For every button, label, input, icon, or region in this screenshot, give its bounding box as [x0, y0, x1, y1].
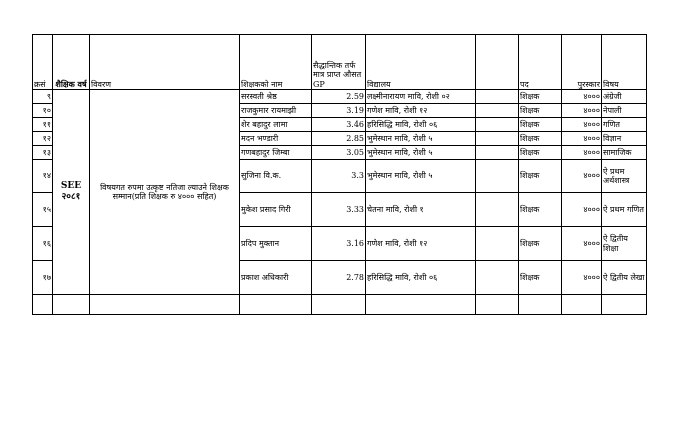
cell-post: शिक्षक — [519, 104, 562, 118]
header-award: पुरस्कार — [562, 35, 602, 90]
cell-award: ४००० — [562, 104, 602, 118]
cell-sn: १७ — [33, 261, 53, 295]
cell-post: शिक्षक — [519, 227, 562, 261]
cell-subject: ऐ प्रथम गणित — [602, 193, 647, 227]
header-post: पद — [519, 35, 562, 90]
header-year: शैक्षिक वर्ष — [53, 35, 90, 90]
header-row — [33, 35, 647, 90]
header-sn: क्रसं — [33, 35, 53, 90]
header-gp: सैद्धान्तिक तर्फ मात्र प्राप्त औसत GP — [312, 35, 366, 90]
cell-sn: १४ — [33, 160, 53, 193]
header-description: विवरण — [90, 35, 240, 90]
cell-subject: नेपाली — [602, 104, 647, 118]
cell-post: शिक्षक — [519, 118, 562, 132]
cell-post: शिक्षक — [519, 90, 562, 104]
cell-gp: 3.46 — [312, 118, 366, 132]
cell-teacher: सुजिना वि.क. — [240, 160, 312, 193]
cell-sn: १५ — [33, 193, 53, 227]
cell-teacher: प्रकाश अधिकारी — [240, 261, 312, 295]
cell-gp: 3.3 — [312, 160, 366, 193]
empty-cell — [519, 295, 562, 315]
cell-award: ४००० — [562, 132, 602, 146]
cell-award: ४००० — [562, 146, 602, 160]
cell-sn: १६ — [33, 227, 53, 261]
cell-blank — [476, 132, 519, 146]
cell-blank — [476, 227, 519, 261]
cell-subject: ऐ प्रथम अर्थशास्त्र — [602, 160, 647, 193]
year-cell — [53, 90, 90, 295]
cell-subject: सामाजिक — [602, 146, 647, 160]
empty-cell — [366, 295, 476, 315]
cell-gp: 3.19 — [312, 104, 366, 118]
teacher-award-table — [32, 34, 647, 315]
cell-gp: 2.85 — [312, 132, 366, 146]
cell-award: ४००० — [562, 193, 602, 227]
header-teacher: शिक्षकको नाम — [240, 35, 312, 90]
cell-school: लक्ष्मीनारायण मावि, रोशी ०२ — [366, 90, 476, 104]
cell-school: चेतना मावि, रोशी १ — [366, 193, 476, 227]
table-row — [33, 90, 647, 104]
cell-sn: ११ — [33, 118, 53, 132]
cell-teacher: सरस्वती श्रेष्ठ — [240, 90, 312, 104]
cell-post: शिक्षक — [519, 193, 562, 227]
cell-school: भुमेस्थान मावि, रोशी ५ — [366, 146, 476, 160]
cell-award: ४००० — [562, 227, 602, 261]
cell-blank — [476, 261, 519, 295]
cell-subject: विज्ञान — [602, 132, 647, 146]
cell-sn: १० — [33, 104, 53, 118]
cell-blank — [476, 90, 519, 104]
empty-cell — [240, 295, 312, 315]
cell-school: गणेश मावि, रोशी १२ — [366, 104, 476, 118]
empty-cell — [90, 295, 240, 315]
cell-teacher: मदन भण्डारी — [240, 132, 312, 146]
cell-subject: ऐ द्वितीय शिक्षा — [602, 227, 647, 261]
cell-school: भुमेस्थान मावि, रोशी ५ — [366, 160, 476, 193]
cell-teacher: मुकेश प्रसाद गिरी — [240, 193, 312, 227]
empty-row — [33, 295, 647, 315]
cell-post: शिक्षक — [519, 146, 562, 160]
empty-cell — [53, 295, 90, 315]
year-line-2: २०८१ — [61, 192, 81, 202]
header-blank — [476, 35, 519, 90]
empty-cell — [562, 295, 602, 315]
header-subject: विषय — [602, 35, 647, 90]
cell-gp: 3.33 — [312, 193, 366, 227]
cell-teacher: गणबहादुर जिम्बा — [240, 146, 312, 160]
cell-sn: १३ — [33, 146, 53, 160]
cell-blank — [476, 193, 519, 227]
empty-cell — [33, 295, 53, 315]
cell-subject: अंग्रेजी — [602, 90, 647, 104]
cell-teacher: राजकुमार रायमाझी — [240, 104, 312, 118]
empty-cell — [602, 295, 647, 315]
cell-teacher: प्रदिप मुक्तान — [240, 227, 312, 261]
cell-blank — [476, 146, 519, 160]
empty-cell — [312, 295, 366, 315]
cell-blank — [476, 118, 519, 132]
cell-post: शिक्षक — [519, 160, 562, 193]
cell-teacher: शेर बहादुर लामा — [240, 118, 312, 132]
cell-post: शिक्षक — [519, 132, 562, 146]
cell-school: भुमेस्थान मावि, रोशी ५ — [366, 132, 476, 146]
year-line-1: SEE — [60, 181, 82, 191]
cell-post: शिक्षक — [519, 261, 562, 295]
cell-subject: गणित — [602, 118, 647, 132]
cell-award: ४००० — [562, 261, 602, 295]
cell-gp: 2.59 — [312, 90, 366, 104]
cell-award: ४००० — [562, 90, 602, 104]
cell-gp: 2.78 — [312, 261, 366, 295]
cell-award: ४००० — [562, 118, 602, 132]
cell-school: हरिसिद्धि मावि, रोशी ०६ — [366, 118, 476, 132]
cell-subject: ऐ द्वितीय लेखा — [602, 261, 647, 295]
cell-blank — [476, 160, 519, 193]
cell-sn: ९ — [33, 90, 53, 104]
header-school: विद्यालय — [366, 35, 476, 90]
cell-blank — [476, 104, 519, 118]
cell-gp: 3.05 — [312, 146, 366, 160]
description-cell: विषयगत रुपमा उत्कृष्ट नतिजा ल्याउने शिक्षक सम्मान(प्रति शिक्षक रु ४००० सहित) — [90, 90, 240, 295]
cell-school: हरिसिद्धि मावि, रोशी ०६ — [366, 261, 476, 295]
cell-gp: 3.16 — [312, 227, 366, 261]
cell-sn: १२ — [33, 132, 53, 146]
cell-school: गणेश मावि, रोशी १२ — [366, 227, 476, 261]
empty-cell — [476, 295, 519, 315]
cell-award: ४००० — [562, 160, 602, 193]
